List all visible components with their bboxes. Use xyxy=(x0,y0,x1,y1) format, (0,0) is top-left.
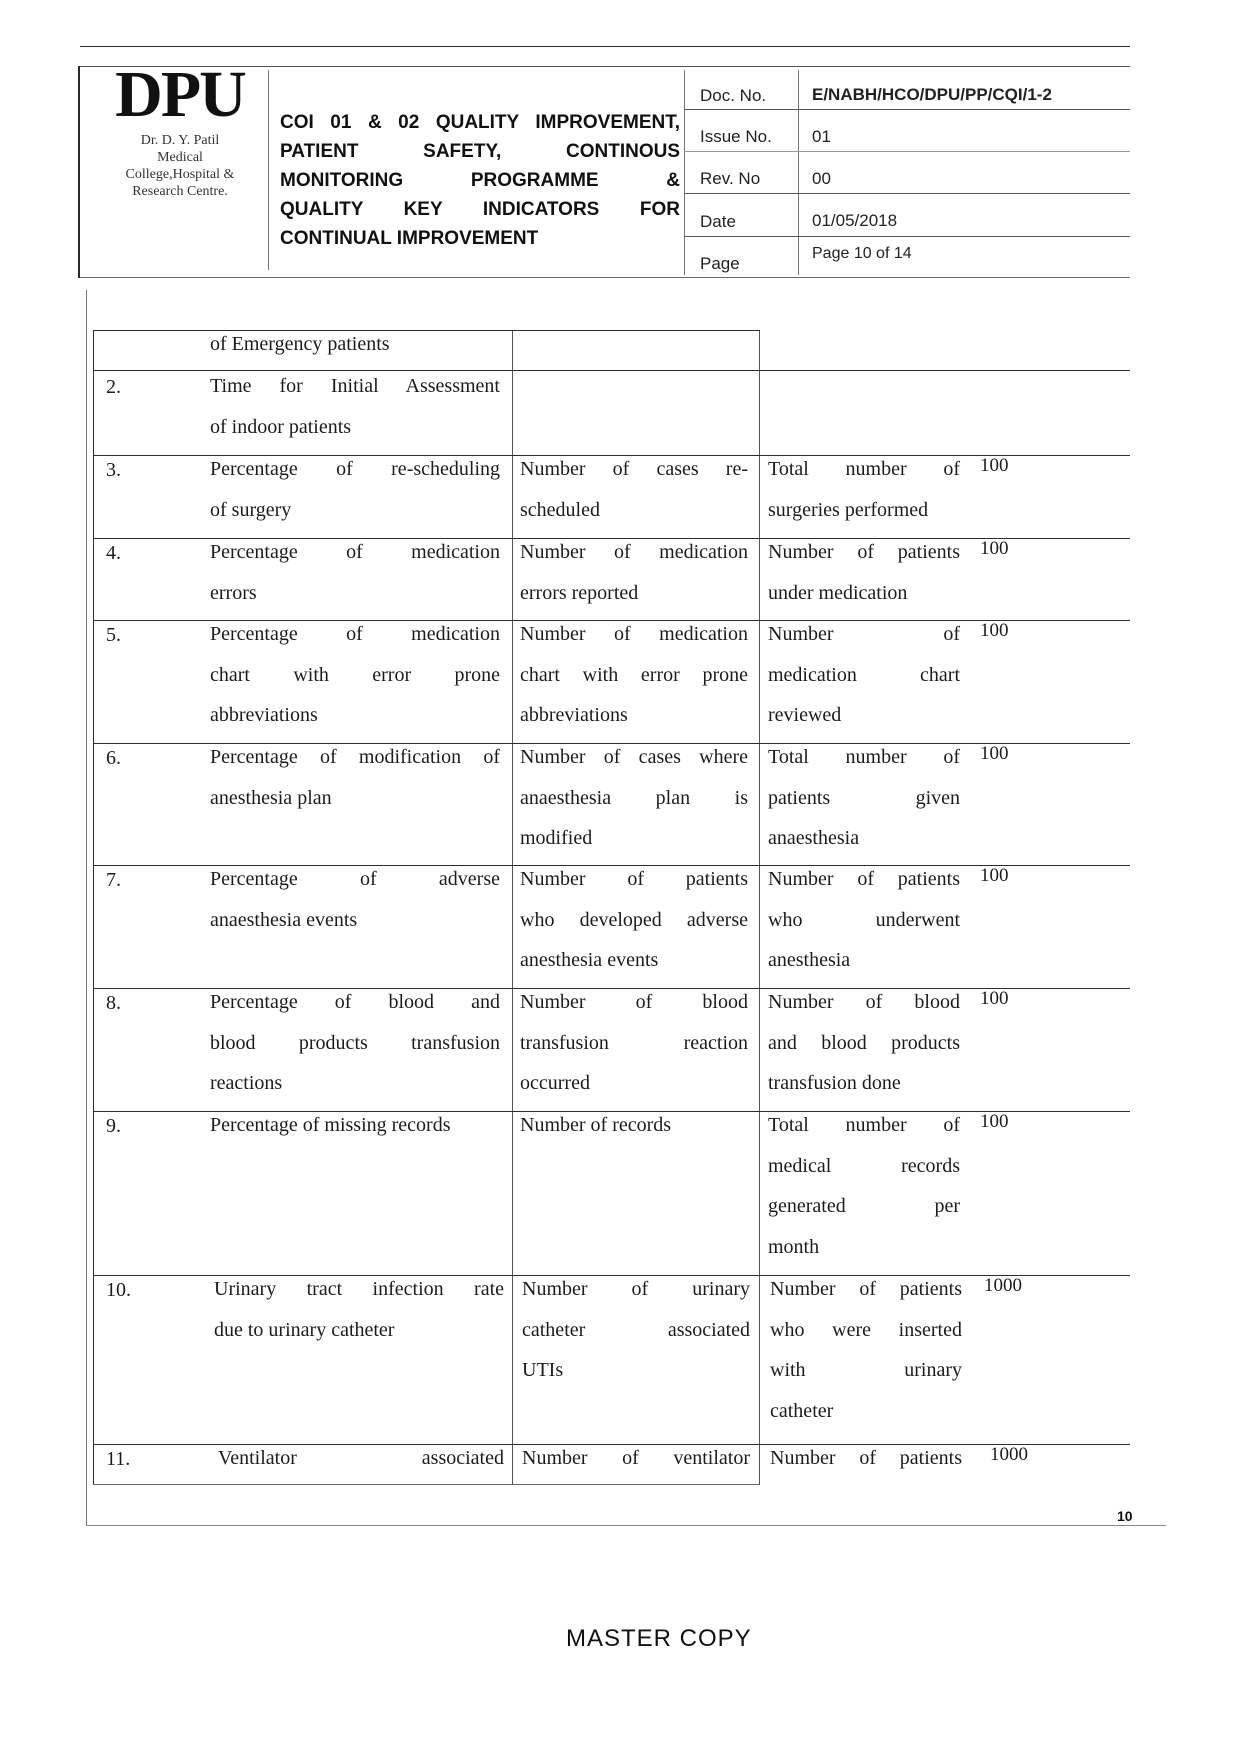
denominator-line: and blood products xyxy=(768,1031,960,1054)
header-title-divider xyxy=(684,70,685,275)
table-col-border-1 xyxy=(512,330,513,1485)
indicator-line: Percentage of modification of xyxy=(210,746,500,768)
indicator-line: errors xyxy=(210,581,257,604)
doc-no-value: E/NABH/HCO/DPU/PP/CQI/1-2 xyxy=(812,85,1052,104)
row-number: 11. xyxy=(106,1448,131,1470)
row-number: 2. xyxy=(106,376,121,398)
indicator-line: of indoor patients xyxy=(210,415,352,438)
header-frame-bottom xyxy=(80,277,1130,278)
indicator-line: of surgery xyxy=(210,498,292,521)
multiplier-value: 100 xyxy=(980,1111,1009,1132)
logo-wordmark: DPU xyxy=(115,58,245,131)
denominator-line: Number of xyxy=(768,623,960,645)
issue-no-value: 01 xyxy=(812,127,831,146)
indicator-line: anaesthesia events xyxy=(210,908,358,931)
denominator-cell xyxy=(770,1269,962,1431)
title-line: COI 01 & 02 QUALITY IMPROVEMENT, xyxy=(280,112,680,133)
numerator-line: Number of medication xyxy=(520,541,748,563)
indicator-line: blood products transfusion xyxy=(210,1031,500,1054)
numerator-line: anesthesia events xyxy=(520,949,659,972)
date-value: 01/05/2018 xyxy=(812,211,898,230)
issue-no-label: Issue No. xyxy=(700,127,772,146)
denominator-line: Number of patients xyxy=(770,1278,962,1300)
rev-no-value: 00 xyxy=(812,169,831,188)
numerator-line: abbreviations xyxy=(520,704,628,727)
header-meta-divider xyxy=(798,70,799,275)
numerator-line: Number of urinary xyxy=(522,1278,750,1300)
indicator-line: Percentage of medication xyxy=(210,541,500,563)
indicator-line: Time for Initial Assessment xyxy=(210,375,500,397)
denominator-line: Total number of xyxy=(768,1114,960,1136)
denominator-cell xyxy=(768,1105,960,1267)
meta-rule-4 xyxy=(684,236,1130,237)
indicator-line: Ventilator associated xyxy=(218,1447,504,1469)
indicator-cell xyxy=(210,449,500,530)
numerator-line: catheter associated xyxy=(522,1318,750,1341)
denominator-line: Number of blood xyxy=(768,991,960,1013)
numerator-line: Number of cases re- xyxy=(520,458,748,480)
meta-rule-3 xyxy=(684,193,1130,194)
numerator-cell xyxy=(522,1438,750,1479)
header-top-rule xyxy=(80,46,1130,47)
numerator-cell xyxy=(520,982,748,1104)
denominator-line: Total number of xyxy=(768,746,960,768)
denominator-cell xyxy=(768,859,960,981)
indicator-cell xyxy=(210,614,500,736)
denominator-line: Total number of xyxy=(768,458,960,480)
page-label: Page xyxy=(700,254,740,273)
row-number: 6. xyxy=(106,747,121,769)
denominator-cell xyxy=(768,532,960,613)
numerator-line: Number of ventilator xyxy=(522,1447,750,1469)
title-line: PATIENT SAFETY, CONTINOUS xyxy=(280,141,680,162)
indicator-cell xyxy=(210,859,500,940)
indicator-cell xyxy=(210,532,500,613)
row-number: 10. xyxy=(106,1279,131,1301)
indicator-line: reactions xyxy=(210,1072,283,1095)
master-copy-stamp: MASTER COPY xyxy=(566,1625,752,1652)
doc-no-label: Doc. No. xyxy=(700,86,767,105)
indicator-cell xyxy=(210,982,500,1104)
denominator-cell xyxy=(768,737,960,859)
numerator-cell xyxy=(520,614,748,736)
numerator-cell xyxy=(520,449,748,530)
numerator-cell xyxy=(522,1269,750,1391)
multiplier-value: 100 xyxy=(980,988,1009,1009)
numerator-cell xyxy=(520,532,748,613)
row-number: 7. xyxy=(106,869,121,891)
row-number: 9. xyxy=(106,1115,121,1137)
institution-line: Medical xyxy=(157,150,203,165)
multiplier-value: 100 xyxy=(980,538,1009,559)
institution-line: Research Centre. xyxy=(132,184,228,199)
denominator-cell xyxy=(770,1438,962,1479)
institution-name xyxy=(100,132,260,200)
indicator-cell xyxy=(210,324,500,365)
institution-line: College,Hospital & xyxy=(125,167,235,182)
title-line: QUALITY KEY INDICATORS FOR xyxy=(280,199,680,220)
footer-page-number: 10 xyxy=(1117,1508,1133,1524)
rev-no-label: Rev. No xyxy=(700,169,761,188)
multiplier-value: 100 xyxy=(980,743,1009,764)
title-line: MONITORING PROGRAMME & xyxy=(280,170,680,191)
numerator-line: Number of records xyxy=(520,1114,672,1136)
denominator-line: anaesthesia xyxy=(768,827,860,850)
denominator-line: catheter xyxy=(770,1399,834,1422)
indicator-line: Percentage of missing records xyxy=(210,1114,451,1136)
numerator-line: who developed adverse xyxy=(520,908,748,931)
denominator-line: Number of patients xyxy=(768,868,960,890)
numerator-line: Number of cases where xyxy=(520,746,748,768)
numerator-line: Number of patients xyxy=(520,868,748,890)
numerator-cell xyxy=(520,1105,748,1146)
page-of-value: Page 10 of 14 xyxy=(812,245,912,262)
numerator-line: anaesthesia plan is xyxy=(520,786,748,809)
header-left-border xyxy=(78,66,80,278)
table-bottom-rule xyxy=(93,1484,760,1485)
table-col-border-2 xyxy=(759,330,760,1485)
indicator-cell xyxy=(214,1269,504,1350)
indicator-line: abbreviations xyxy=(210,704,318,727)
multiplier-value: 1000 xyxy=(984,1275,1022,1296)
numerator-line: modified xyxy=(520,827,593,850)
numerator-line: Number of medication xyxy=(520,623,748,645)
multiplier-value: 100 xyxy=(980,620,1009,641)
numerator-line: UTIs xyxy=(522,1359,564,1382)
indicator-line: of Emergency patients xyxy=(210,333,390,355)
institution-line: Dr. D. Y. Patil xyxy=(140,133,220,148)
meta-rule-1 xyxy=(684,109,1130,110)
numerator-line: transfusion reaction xyxy=(520,1031,748,1054)
row-number: 4. xyxy=(106,542,121,564)
numerator-line: chart with error prone xyxy=(520,663,748,686)
row-number: 5. xyxy=(106,624,121,646)
denominator-line: medical records xyxy=(768,1154,960,1177)
numerator-line: Number of blood xyxy=(520,991,748,1013)
multiplier-value: 100 xyxy=(980,865,1009,886)
footer-rule xyxy=(86,1525,1166,1526)
numerator-cell xyxy=(520,737,748,859)
multiplier-value: 100 xyxy=(980,455,1009,476)
meta-rule-2 xyxy=(684,151,1130,152)
denominator-line: who were inserted xyxy=(770,1318,962,1341)
denominator-line: transfusion done xyxy=(768,1072,901,1095)
denominator-cell xyxy=(768,449,960,530)
indicator-cell xyxy=(210,737,500,818)
denominator-line: with urinary xyxy=(770,1359,962,1382)
indicator-line: Percentage of medication xyxy=(210,623,500,645)
indicator-line: chart with error prone xyxy=(210,663,500,686)
denominator-line: month xyxy=(768,1235,820,1258)
denominator-line: anesthesia xyxy=(768,949,851,972)
multiplier-value: 1000 xyxy=(990,1444,1028,1465)
numerator-line: errors reported xyxy=(520,581,639,604)
denominator-line: who underwent xyxy=(768,908,960,931)
denominator-line: under medication xyxy=(768,581,908,604)
denominator-line: patients given xyxy=(768,786,960,809)
denominator-line: Number of patients xyxy=(770,1447,962,1469)
denominator-cell xyxy=(768,614,960,736)
numerator-line: occurred xyxy=(520,1072,590,1095)
indicator-cell xyxy=(210,1105,500,1146)
indicator-line: Percentage of adverse xyxy=(210,868,500,890)
date-label: Date xyxy=(700,212,736,231)
row-number: 3. xyxy=(106,459,121,481)
denominator-line: surgeries performed xyxy=(768,498,929,521)
denominator-line: Number of patients xyxy=(768,541,960,563)
denominator-line: reviewed xyxy=(768,704,842,727)
indicator-line: Urinary tract infection rate xyxy=(214,1278,504,1300)
indicator-line: due to urinary catheter xyxy=(214,1318,395,1341)
indicator-cell xyxy=(210,366,500,447)
numerator-cell xyxy=(520,859,748,981)
header-logo-divider xyxy=(268,70,269,270)
indicator-line: Percentage of blood and xyxy=(210,991,500,1013)
numerator-line: scheduled xyxy=(520,498,600,521)
institution-logo xyxy=(100,58,260,200)
page-frame-left xyxy=(86,290,87,1525)
denominator-cell xyxy=(768,982,960,1104)
document-title xyxy=(280,108,680,253)
denominator-line: generated per xyxy=(768,1195,960,1218)
table-col-border-0 xyxy=(93,330,94,1485)
indicator-line: Percentage of re-scheduling xyxy=(210,458,500,480)
title-line: CONTINUAL IMPROVEMENT xyxy=(280,228,539,249)
denominator-line: medication chart xyxy=(768,663,960,686)
indicator-line: anesthesia plan xyxy=(210,786,332,809)
indicator-cell xyxy=(218,1438,504,1479)
row-number: 8. xyxy=(106,992,121,1014)
